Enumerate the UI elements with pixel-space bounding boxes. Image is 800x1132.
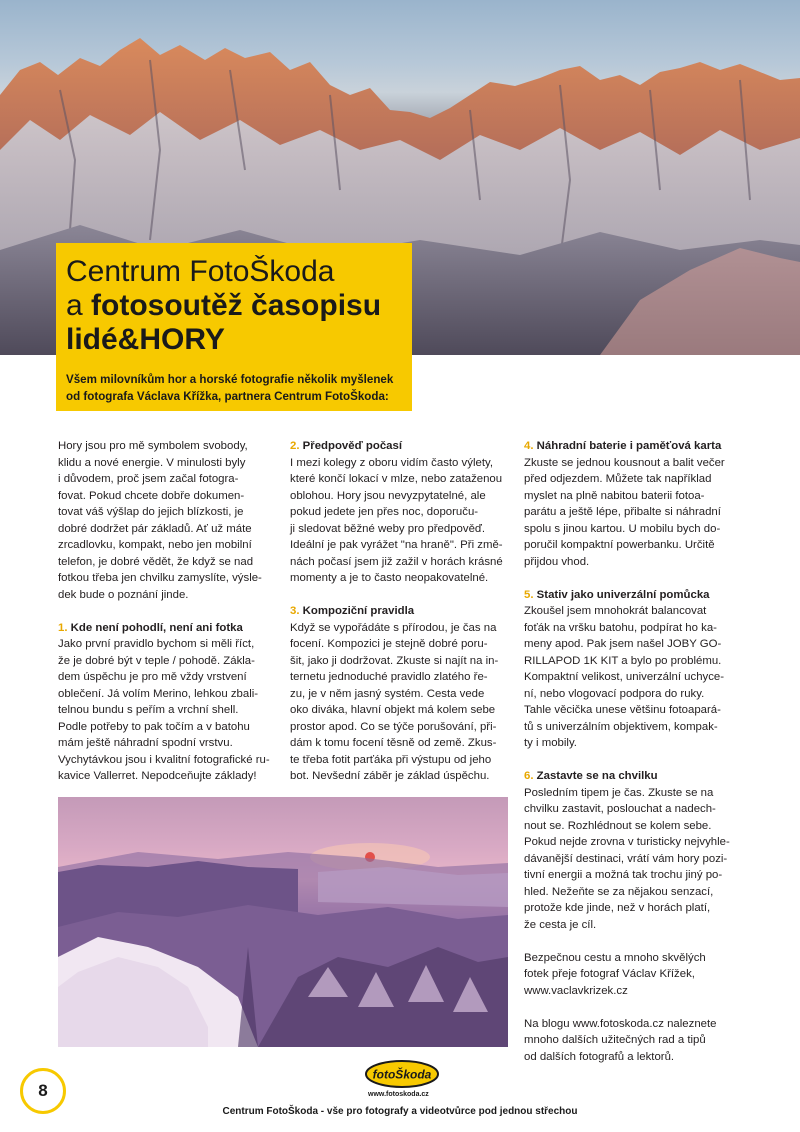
text-line: ternetu jednoduché pravidlo zlatého ře- [290, 671, 488, 683]
section-number: 3. [290, 605, 300, 617]
text-line: dek bude o poznání jinde. [58, 588, 189, 601]
title-line-2 [66, 289, 381, 323]
blog-line: Na blogu www.fotoskoda.cz naleznete [524, 1017, 717, 1030]
text-line: Když se vypořádáte s přírodou, je čas na [290, 621, 497, 634]
text-line: před odjezdem. Můžete tak například [524, 473, 712, 485]
text-line: Jako první pravidlo bychom si měli říct, [58, 638, 255, 650]
text-line: focení. Kompozici je stejně dobré poru- [290, 638, 488, 650]
text-line: které končí lokací v mlze, nebo zataženou [290, 473, 503, 485]
text-line: spolu s jinou kartou. U mobilu bych do- [524, 522, 721, 535]
title-line-3 [66, 323, 225, 357]
title-line-2-bold: fotosoutěž časopisu [91, 289, 382, 322]
text-line: myslet na plně nabitou baterii fotoa- [524, 489, 705, 502]
section-1-heading [58, 620, 270, 637]
section-2-heading [290, 438, 503, 455]
text-line: tů s univerzálním objektivem, kompak- [524, 720, 718, 733]
text-line: prostor apod. Co se týče porušování, při- [290, 720, 497, 733]
text-line: kavice Vallerret. Nepodceňujte základy! [58, 770, 257, 782]
text-line: Hory jsou pro mě symbolem svobody, [58, 440, 248, 452]
text-line: parátu a ještě lépe, přibalte si náhradní [524, 506, 721, 518]
column-1 [58, 438, 270, 785]
section-title: Kde není pohodlí, není ani fotka [70, 621, 243, 634]
text-line: momenty a je to často neopakovatelné. [290, 572, 489, 584]
text-line: te třeba fotit parťáka při výstupu od jeho [290, 753, 492, 766]
section-title: Zastavte se na chvilku [536, 770, 658, 782]
photographer-website: www.vaclavkrizek.cz [524, 984, 628, 997]
blog-line: mnoho dalších užitečných rad a tipů [524, 1034, 706, 1046]
section-number: 2. [290, 440, 300, 452]
section-6-heading [524, 768, 730, 785]
lead-box [56, 363, 412, 411]
text-line: i důvodem, proč jsem začal fotogra- [58, 473, 239, 485]
section-number: 6. [524, 770, 534, 782]
svg-text:fotoŠkoda: fotoŠkoda [372, 1067, 432, 1082]
closing-line: fotek přeje fotograf Václav Křížek, [524, 968, 695, 980]
fotoskoda-logo-mark [365, 1060, 439, 1088]
text-line: ji sledovat běžné weby pro předpověď. [290, 522, 486, 535]
text-line: tivní energii a možná tak trochu jiný po- [524, 869, 723, 881]
text-line: že cesta je cíl. [524, 918, 597, 931]
text-line: telnou bundu s peřím a vrchní shell. [58, 704, 239, 716]
title-box [56, 243, 412, 363]
text-line: ty i mobily. [524, 737, 577, 749]
section-number: 4. [524, 440, 534, 452]
section-number: 5. [524, 588, 534, 601]
text-line: Zkuste se jednou kousnout a balit večer [524, 456, 725, 469]
text-line: nách počasí jsem již zažil v horách krásné [290, 555, 503, 568]
text-line: I mezi kolegy z oboru vidím často výlety, [290, 456, 493, 469]
text-line: oblohou. Hory jsou nevyzpytatelné, ale [290, 489, 486, 502]
winter-landscape-photo [58, 797, 508, 1047]
text-line: Zkoušel jsem mnohokrát balancovat [524, 605, 707, 617]
text-line: oblečení. Já volím Merino, lehkou zbali- [58, 687, 259, 700]
section-title: Kompoziční pravidla [302, 605, 415, 617]
section-title: Předpověď počasí [302, 440, 403, 452]
title-line-1: Centrum FotoŠkoda [66, 255, 335, 288]
text-line: Vychytávkou jsou i kvalitní fotografické ru- [58, 753, 270, 766]
text-line: dem úspěchu je pro mě vždy vrstvení [58, 671, 247, 683]
text-line: chvilku zastavit, poslouchat a nadech- [524, 803, 716, 815]
text-line: že je dobré být v teple / pohodě. Zákla- [58, 654, 255, 667]
text-line: dávanější destinaci, vrátí vám hory pozi- [524, 852, 728, 865]
text-line: telefon, je dobré vědět, že když se nad [58, 555, 254, 568]
text-line: zu, je v něm jasný systém. Cesta vede [290, 687, 485, 700]
text-line: pokud jedete jen přes noc, doporuču- [290, 506, 479, 518]
text-line: Kompaktní velikost, univerzální uchyce- [524, 671, 725, 683]
text-line: dám k tomu focení těsně od země. Zkus- [290, 737, 497, 749]
winter-landscape-illustration [58, 797, 508, 1047]
text-line: Posledním tipem je čas. Zkuste se na [524, 786, 714, 799]
text-line: fovat. Pokud chcete dobře dokumen- [58, 489, 245, 502]
closing-line: Bezpečnou cestu a mnoho skvělých [524, 951, 706, 964]
blog-line: od dalších fotografů a lektorů. [524, 1050, 675, 1063]
text-line: foťák na vršku batohu, podpírat ho ka- [524, 621, 717, 634]
text-line: zrcadlovku, kompakt, nebo jen mobilní [58, 539, 252, 551]
text-line: šit, jako ji dodržovat. Zkuste si najít na in- [290, 654, 499, 667]
text-line: přijdou vhod. [524, 555, 590, 568]
text-line: oko diváka, hlavní objekt má kolem sebe [290, 704, 496, 716]
section-title: Stativ jako univerzální pomůcka [536, 588, 710, 601]
page-number: 8 [20, 1068, 66, 1114]
text-line: fotkou třeba jen chvilku zamyslíte, výsle- [58, 572, 262, 584]
section-4-heading [524, 438, 730, 455]
title-line-2-prefix: a [66, 289, 92, 322]
section-3-heading [290, 603, 503, 620]
text-line: mám ještě náhradní spodní vrstvu. [58, 737, 233, 749]
section-5-heading [524, 587, 730, 604]
column-3 [524, 438, 730, 1065]
logo-url[interactable]: www.fotoskoda.cz [368, 1091, 429, 1098]
footer-tagline: Centrum FotoŠkoda - vše pro fotografy a videotvůrce pod jednou střechou [222, 1106, 578, 1117]
text-line: hled. Nežeňte se za nějakou senzací, [524, 885, 714, 898]
section-number: 1. [58, 621, 68, 634]
text-line: protože kde jinde, než v horách platí, [524, 902, 711, 914]
lead-line-2: od fotografa Václava Křížka, partnera Centrum FotoŠkoda: [66, 390, 389, 403]
text-line: klidu a nové energie. V minulosti byly [58, 456, 246, 469]
text-line: poručil kompaktní powerbanku. Určitě [524, 539, 715, 551]
text-line: RILLAPOD 1K KIT a bylo po problému. [524, 654, 722, 667]
text-line: Pokud nejde zrovna v turisticky nejvyhle- [524, 836, 730, 848]
text-line: ní, nebo vlogovací podpora do ruky. [524, 687, 705, 700]
lead-line-1: Všem milovníkům hor a horské fotografie několik myšlenek [66, 373, 394, 386]
column-2 [290, 438, 503, 785]
title-line-3-bold: lidé&HORY [66, 323, 225, 356]
text-line: Podle potřeby to pak točím a v batohu [58, 720, 250, 733]
text-line: tovat váš výšlap do jejich blízkosti, je [58, 506, 244, 518]
text-line: Tahle věcička unese většinu fotoapará- [524, 704, 721, 716]
fotoskoda-logo [365, 1060, 439, 1088]
text-line: nout se. Rozhlédnout se kolem sebe. [524, 819, 712, 832]
intro-paragraph [58, 438, 270, 603]
text-line: bot. Nevšední záběr je základ úspěchu. [290, 770, 490, 782]
section-title: Náhradní baterie i paměťová karta [536, 440, 722, 452]
text-line: Ideální je pak vyrážet "na hraně". Při změ- [290, 539, 503, 551]
text-line: meny apod. Pak jsem našel JOBY GO- [524, 638, 722, 650]
text-line: dobré dodržet pár základů. Ať už máte [58, 522, 252, 535]
